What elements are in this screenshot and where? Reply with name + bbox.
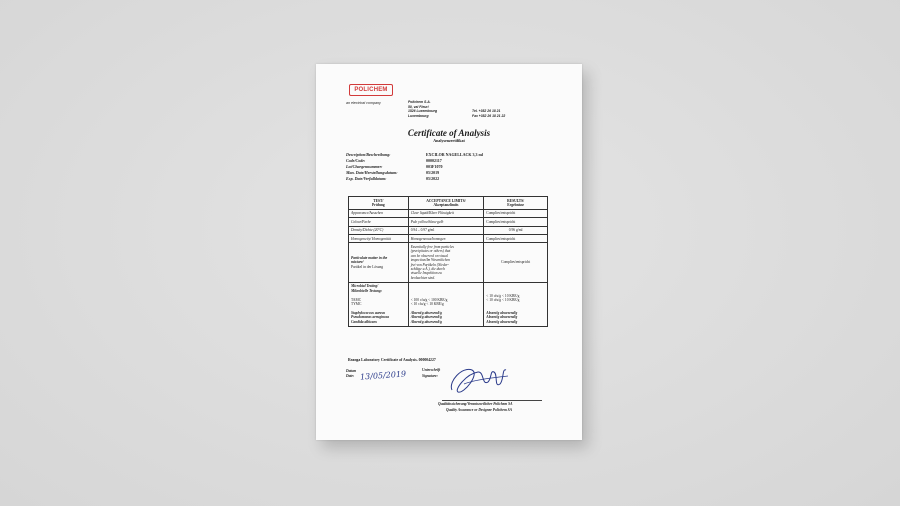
document-subtitle: Analysenzertifikat [433,138,465,143]
logo-tagline: an electrical company [346,101,381,105]
meta-value: 00002117 [426,158,442,163]
row-test: Homogeneity/ Homogenität [349,235,409,243]
qa-label-de: Qualitätssicherung/Verantwortlicher Polichem SA [438,402,513,406]
signature-stroke [451,369,506,392]
meta-label: Description/Beschreibung: [346,152,391,157]
meta-label: Code/Code: [346,158,366,163]
signature-label-en: Signature: [422,374,438,378]
row-result: Complies/entspricht [484,243,548,282]
table-row-particulate [349,243,548,282]
address-right [472,109,505,118]
meta-label: Lot/Chargennummer: [346,164,383,169]
signature-label-de: Unterschrift [422,368,441,372]
row-test: Microbial Testing/ Mikrobielle Testung: TAMC TYMC Staphylococcus aureus Pseudomonas aeruginosa Candida albicans [349,282,409,326]
row-result: < 10 cfu/g < 10 KBE/g < 10 cfu/g < 10 KBE/g Absent/g abwesend/g Absent/g abwesend/g Absent/g abwesend/g [484,282,548,326]
address-line: Luxembourg [408,113,429,118]
meta-value: EXCILOR NAGELLACK 3,3 ml [426,152,483,157]
date-label-de: Datum [346,369,357,373]
fax-line: Fax +352 26 18 21 22 [472,113,506,118]
address-left [408,100,437,118]
header-test: TEST/ Prüfung [349,197,409,210]
row-limit: 0.94 – 0.97 g/ml [408,226,484,234]
header-limits: ACCEPTANCE LIMITS/ Akzeptanzlimits [408,197,484,210]
table-row [349,209,548,217]
meta-value: 05/2019 [426,170,440,175]
signature-scribble [444,360,514,400]
header-results: RESULTS/ Ergebnisse [484,197,548,210]
row-limit: Essentially free from particles (precipitates or others) that can be observed on visual inspection/Im Wesentlichen frei von Partikeln (Nieder- schläge u.Ä.), die durch visuelle Inspektion zu beobachten sind. [408,243,484,282]
table-row [349,226,548,234]
lab-reference: Reanga Laboratory Certificate of Analysis. 000004227 [348,358,436,362]
row-result: 0.96 g/ml [484,226,548,234]
address-line: Polichem S.A. [408,100,431,104]
row-test: Particulate matter in the mixture/ Partikel in der Lösung [349,243,409,282]
row-test: Appearance/Aussehen [349,209,409,217]
table-row-microbial [349,282,548,326]
row-result: Complies/entspricht [484,209,548,217]
meta-value: 05/2022 [426,176,440,181]
address-line: 50, val Fleuri [408,104,429,109]
table-row [349,218,548,226]
handwritten-date: 13/05/2019 [359,369,407,382]
row-limit: < 100 cfu/g < 100 KBE/g < 10 cfu/g < 10 KBE/g Absent/g abwesend/g Absent/g abwesend/g Absent/g abwesend/g [408,282,484,326]
row-result: Complies/entspricht [484,218,548,226]
phone-line: Tel. +352 26 18 21 [472,109,501,113]
certificate-page [316,64,582,440]
date-label-en: Date: [346,374,355,378]
row-test: Colour/Farbe [349,218,409,226]
meta-label: Exp. Date/Verfalldatum: [346,176,387,181]
table-header-row [349,197,548,210]
meta-value: 003F1070 [426,164,443,169]
row-test: Density/Dichte (20°C) [349,226,409,234]
qa-label-en: Quality Assurance or Designee Polichem SA [446,408,513,412]
signature-line [442,400,542,401]
results-table [348,196,548,327]
row-limit: Pale yellow/blass-gelb [408,218,484,226]
polichem-logo: POLICHEM [349,84,393,96]
row-result: Complies/entspricht [484,235,548,243]
row-limit: Clear liquid/Klare Flüssigkeit [408,209,484,217]
address-line: 1526 Luxembourg [408,109,438,114]
table-row [349,235,548,243]
meta-label: Man. Date/Herstellungsdatum: [346,170,398,175]
document-title: Certificate of Analysis [407,128,491,138]
row-limit: Homogeneous/homogen [408,235,484,243]
